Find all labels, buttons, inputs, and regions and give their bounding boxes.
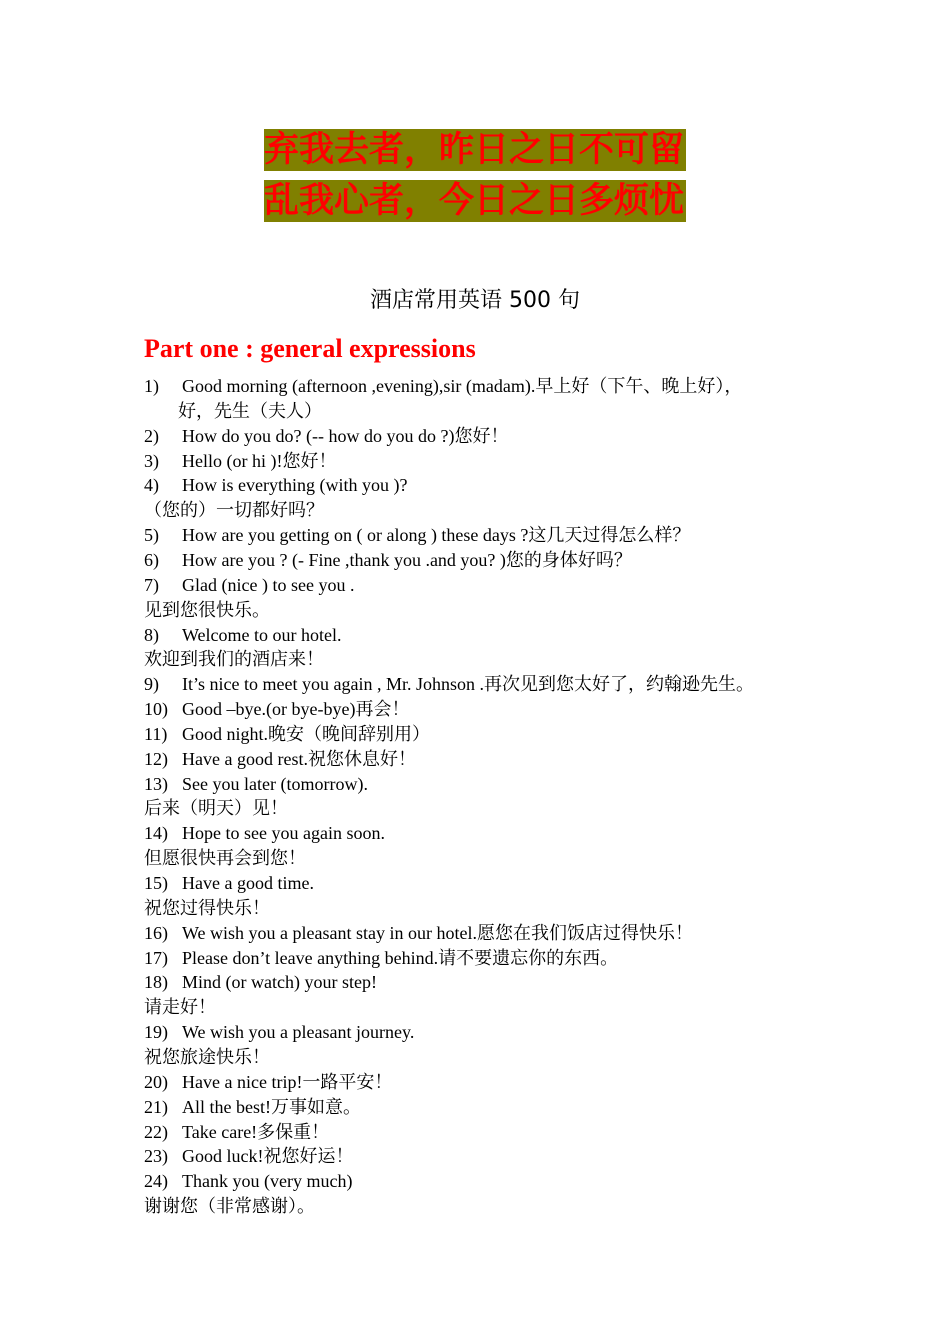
list-item xyxy=(144,921,834,946)
item-text: Thank you (very much) xyxy=(182,1171,353,1192)
item-text: All the best!万事如意。 xyxy=(182,1096,361,1117)
list-item xyxy=(144,399,834,424)
section-heading: Part one : general expressions xyxy=(144,334,476,363)
list-item xyxy=(144,1070,834,1095)
item-text: Have a good time. xyxy=(182,873,314,893)
list-item xyxy=(144,846,834,871)
item-number: 17) xyxy=(144,947,168,968)
list-item xyxy=(144,623,834,648)
item-translation: 见到您很快乐。 xyxy=(144,599,270,620)
item-text: Welcome to our hotel. xyxy=(182,624,342,645)
list-item xyxy=(144,598,834,623)
item-number: 12) xyxy=(144,748,168,769)
item-number: 8) xyxy=(144,624,159,645)
list-item xyxy=(144,871,834,896)
item-number: 23) xyxy=(144,1146,168,1167)
list-item xyxy=(144,970,834,995)
document-title: 酒店常用英语 500 句 xyxy=(370,288,580,313)
item-number: 3) xyxy=(144,450,159,471)
list-item xyxy=(144,473,834,498)
list-item xyxy=(144,1169,834,1194)
item-text: Take care!多保重！ xyxy=(182,1121,330,1142)
list-item xyxy=(144,548,834,573)
list-item xyxy=(144,449,834,474)
list-item xyxy=(144,374,834,399)
list-item xyxy=(144,1095,834,1120)
item-text: Hello (or hi )!您好！ xyxy=(182,450,337,471)
item-text: Good morning (afternoon ,evening),sir (madam).早上好（下午、晚上好）， xyxy=(182,376,743,396)
item-text: Good night.晚安（晚间辞别用） xyxy=(182,723,431,744)
item-number: 9) xyxy=(144,674,159,695)
item-number: 22) xyxy=(144,1121,168,1142)
list-item xyxy=(144,1120,834,1145)
item-number: 5) xyxy=(144,525,159,546)
list-item xyxy=(144,498,834,523)
item-number: 14) xyxy=(144,823,168,844)
list-item xyxy=(144,672,834,697)
item-number: 19) xyxy=(144,1022,168,1043)
item-number: 24) xyxy=(144,1171,168,1192)
item-text: Have a nice trip!一路平安！ xyxy=(182,1071,393,1092)
list-item xyxy=(144,946,834,971)
item-text: Hope to see you again soon. xyxy=(182,823,385,844)
item-text: How are you ? (- Fine ,thank you .and you? )您的身体好吗？ xyxy=(182,549,632,570)
item-text: We wish you a pleasant stay in our hotel.愿您在我们饭店过得快乐！ xyxy=(182,922,693,943)
item-text: How is everything (with you )? xyxy=(182,475,408,496)
item-text: How are you getting on ( or along ) these days ?这几天过得怎么样？ xyxy=(182,525,691,546)
item-number: 18) xyxy=(144,972,168,993)
item-number: 4) xyxy=(144,475,159,496)
item-text: Mind (or watch) your step! xyxy=(182,972,377,993)
list-item xyxy=(144,821,834,846)
item-number: 10) xyxy=(144,699,168,720)
item-text: It’s nice to meet you again , Mr. Johnson .再次见到您太好了，约翰逊先生。 xyxy=(182,674,754,695)
item-number: 20) xyxy=(144,1071,168,1092)
list-item xyxy=(144,1020,834,1045)
item-number: 15) xyxy=(144,873,168,893)
list-item xyxy=(144,1194,834,1219)
item-translation: 请走好！ xyxy=(144,997,216,1018)
item-translation: 谢谢您（非常感谢）。 xyxy=(144,1196,315,1217)
item-text: How do you do? (-- how do you do ?)您好！ xyxy=(182,425,509,446)
item-number: 21) xyxy=(144,1096,168,1117)
item-translation: 祝您旅途快乐！ xyxy=(144,1046,270,1067)
list-item xyxy=(144,647,834,672)
item-number: 7) xyxy=(144,574,159,595)
list-item xyxy=(144,697,834,722)
item-number: 11) xyxy=(144,723,168,744)
list-item xyxy=(144,747,834,772)
item-number: 13) xyxy=(144,773,168,794)
item-number: 2) xyxy=(144,425,159,446)
list-item xyxy=(144,722,834,747)
item-translation: 祝您过得快乐！ xyxy=(144,897,270,918)
item-number: 16) xyxy=(144,922,168,943)
item-text-continued: 好，先生（夫人） xyxy=(178,400,322,421)
banner-line-1: 弃我去者，昨日之日不可留 xyxy=(264,129,685,170)
list-item xyxy=(144,772,834,797)
list-item xyxy=(144,573,834,598)
item-translation: 欢迎到我们的酒店来！ xyxy=(144,649,324,670)
item-translation: 后来（明天）见！ xyxy=(144,798,288,819)
item-text: See you later (tomorrow). xyxy=(182,773,368,794)
list-item xyxy=(144,796,834,821)
item-text: Good –bye.(or bye-bye)再会！ xyxy=(182,699,410,720)
item-number: 1) xyxy=(144,376,159,396)
list-item xyxy=(144,896,834,921)
banner-line-2: 乱我心者，今日之日多烦忧 xyxy=(264,180,685,221)
item-number: 6) xyxy=(144,549,159,570)
list-item xyxy=(144,424,834,449)
list-item xyxy=(144,523,834,548)
list-item xyxy=(144,1045,834,1070)
item-translation: 但愿很快再会到您！ xyxy=(144,848,306,869)
item-text: Please don’t leave anything behind.请不要遗忘你的东西。 xyxy=(182,947,619,968)
item-text: We wish you a pleasant journey. xyxy=(182,1022,415,1043)
item-text: Have a good rest.祝您休息好！ xyxy=(182,748,416,769)
item-text: Good luck!祝您好运！ xyxy=(182,1146,354,1167)
list-item xyxy=(144,1144,834,1169)
item-text: Glad (nice ) to see you . xyxy=(182,574,355,595)
list-item xyxy=(144,995,834,1020)
item-translation: （您的）一切都好吗？ xyxy=(144,500,324,521)
